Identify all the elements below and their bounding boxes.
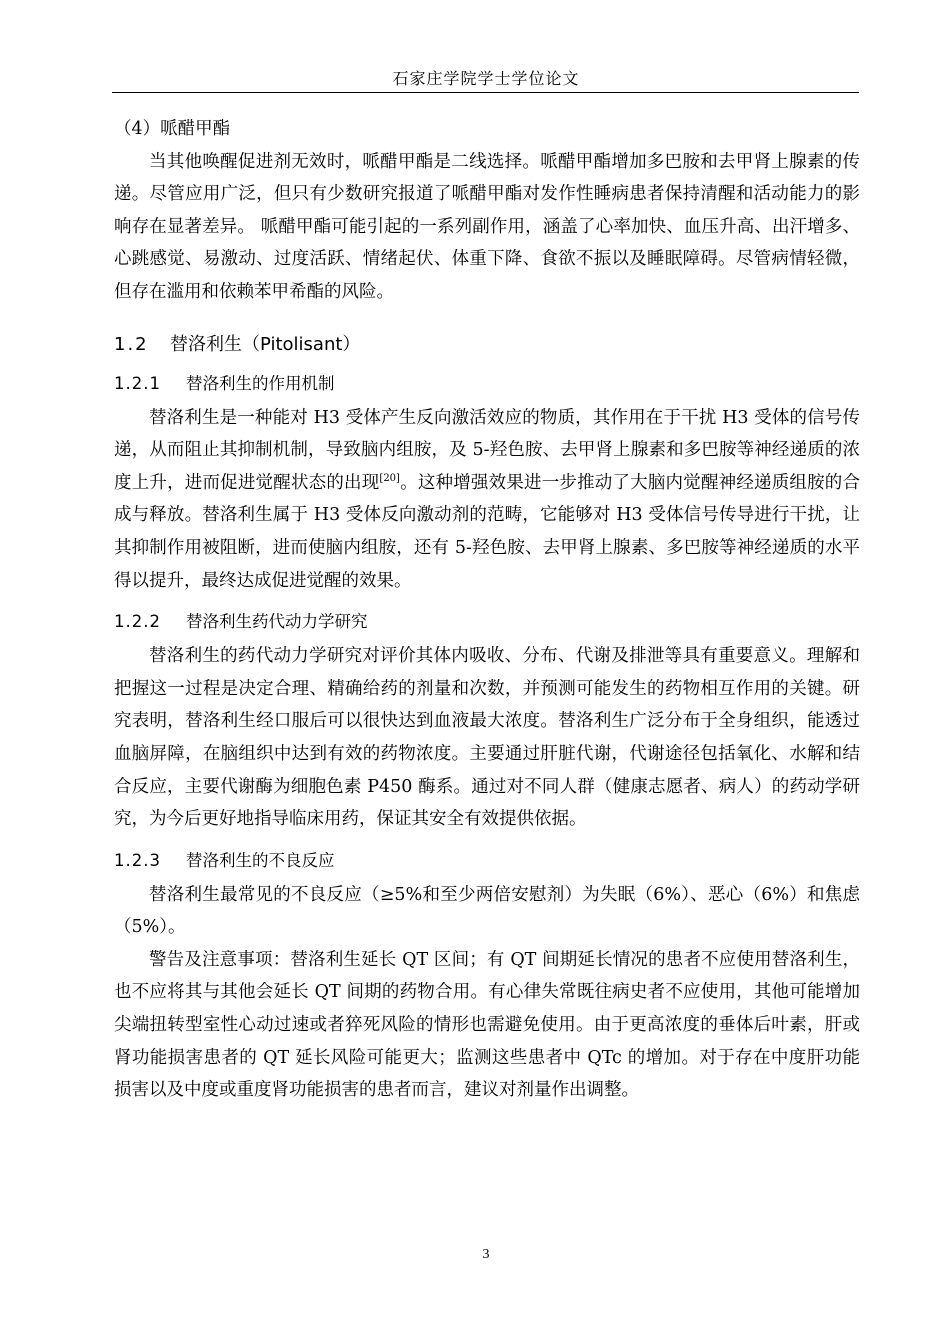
section-heading-1-2-1 [114,371,860,397]
section-title: 替洛利生（Pitolisant） [170,333,361,355]
subsection-heading-methylphenidate: （4）哌醋甲酯 [114,119,231,139]
section-heading-1-2 [114,331,860,359]
section-number: 1.2.2 [114,612,161,632]
section-number: 1.2.1 [114,373,161,393]
section-title: 替洛利生药代动力学研究 [186,612,368,632]
page-number: 3 [482,1247,490,1262]
paragraph-adverse-reactions: 替洛利生最常见的不良反应（≥5%和至少两倍安慰剂）为失眠（6%）、恶心（6%）和焦虑（5%）。 [114,884,860,938]
page-body [114,113,860,1107]
paragraph-text: 。这种增强效果进一步推动了大脑内觉醒神经递质组胺的合成与释放。替洛利生属于 H3 受体反向激动剂的范畴，它能够对 H3 受体信号传导进行干扰，让其抑制作用被阻断，进而使脑内组胺，还有 5-羟色胺、去甲肾上腺素、多巴胺等神经递质的水平得以提升，最终达成促进觉醒的效果。 [114,472,861,591]
section-title: 替洛利生的不良反应 [186,850,335,870]
section-heading-1-2-3 [114,848,860,874]
paragraph-text: 替洛利生是一种能对 H3 受体产生反向激活效应的物质，其作用在于干扰 H3 受体的信号传递，从而阻止其抑制机制，导致脑内组胺，及 5-羟色胺、去甲肾上腺素和多巴胺等神经递质的浓度上升，进而促进觉醒状态的出现 [114,407,860,493]
section-title: 替洛利生的作用机制 [186,373,335,393]
paragraph-mechanism [114,402,860,598]
section-number: 1.2 [114,333,149,355]
section-number: 1.2.3 [114,850,161,870]
citation-reference: [20] [379,472,400,484]
paragraph-methylphenidate: 当其他唤醒促进剂无效时，哌醋甲酯是二线选择。哌醋甲酯增加多巴胺和去甲肾上腺素的传递。尽管应用广泛，但只有少数研究报道了哌醋甲酯对发作性睡病患者保持清醒和活动能力的影响存在显著差异。 哌醋甲酯可能引起的一系列副作用，涵盖了心率加快、血压升高、出汗增多、心跳感觉、易激动、过度活跃、情绪起伏、体重下降、食欲不振以及睡眠障碍。尽管病情轻微，但存在滥用和依赖苯甲希酯的风险。 [114,151,860,302]
paragraph-warnings: 警告及注意事项：替洛利生延长 QT 区间；有 QT 间期延长情况的患者不应使用替洛利生，也不应将其与其他会延长 QT 间期的药物合用。有心律失常既往病史者不应使用，其他可能增加尖端扭转型室性心动过速或者猝死风险的情形也需避免使用。由于更高浓度的垂体后叶素，肝或肾功能损害患者的 QT 延长风险可能更大；监测这些患者中 QTc 的增加。对于存在中度肝功能损害以及中度或重度肾功能损害的患者而言，建议对剂量作出调整。 [114,949,860,1101]
running-header: 石家庄学院学士学位论文 [392,69,580,88]
header-rule [112,92,859,93]
section-heading-1-2-2 [114,609,860,635]
paragraph-pharmacokinetics: 替洛利生的药代动力学研究对评价其体内吸收、分布、代谢及排泄等具有重要意义。理解和把握这一过程是决定合理、精确给药的剂量和次数，并预测可能发生的药物相互作用的关键。研究表明，替洛利生经口服后可以很快达到血液最大浓度。替洛利生广泛分布于全身组织，能透过血脑屏障，在脑组织中达到有效的药物浓度。主要通过肝脏代谢，代谢途径包括氧化、水解和结合反应，主要代谢酶为细胞色素 P450 酶系。通过对不同人群（健康志愿者、病人）的药动学研究，为今后更好地指导临床用药，保证其安全有效提供依据。 [114,646,860,830]
